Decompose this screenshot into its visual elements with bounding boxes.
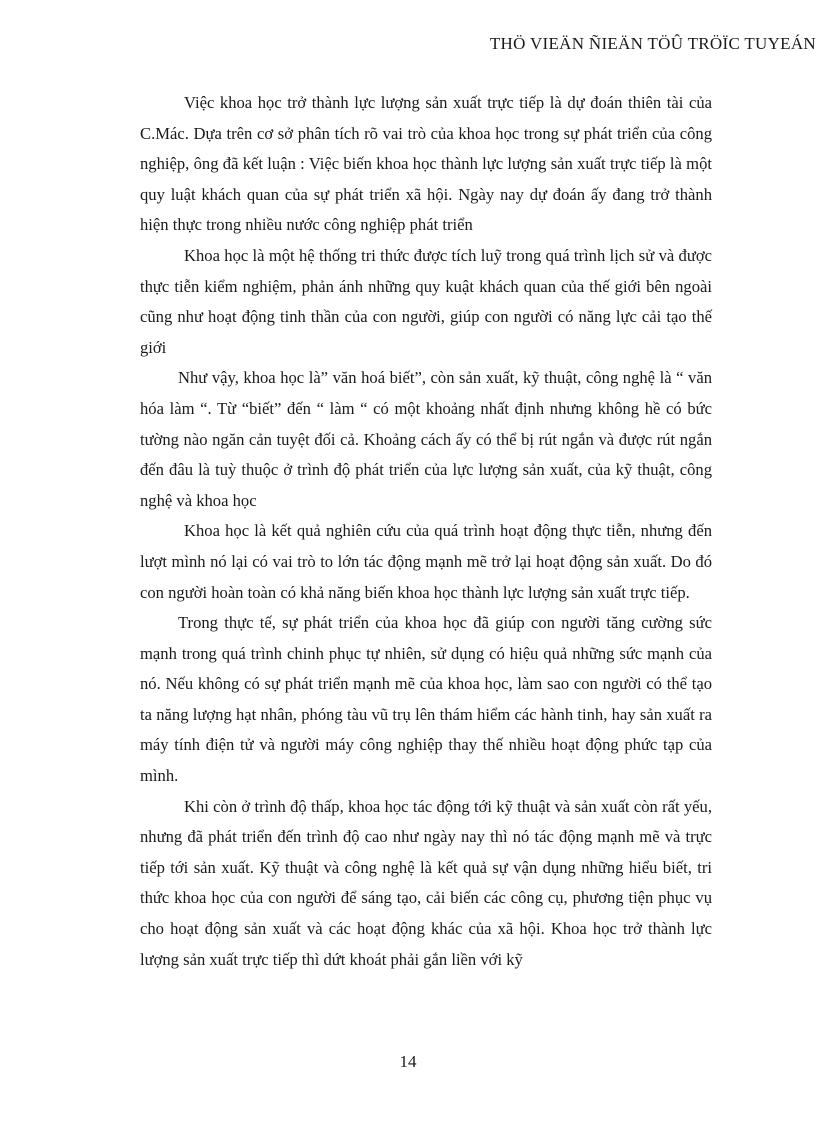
paragraph: Khoa học là kết quả nghiên cứu của quá trình hoạt động thực tiễn, nhưng đến lượt mình nó lại có vai trò to lớn tác động mạnh mẽ trở lại hoạt động sản xuất. Do đó con người hoàn toàn có khả năng biến khoa học thành lực lượng sản xuất trực tiếp.	[140, 521, 712, 602]
paragraph: Việc khoa học trở thành lực lượng sản xuất trực tiếp là dự đoán thiên tài của C.Mác. Dựa trên cơ sở phân tích rõ vai trò của khoa học trong sự phát triển của công nghiệp, ông đã kết luận : Việc biến khoa học thành lực lượng sản xuất trực tiếp là một quy luật khách quan của sự phát triển xã hội. Ngày nay dự đoán ấy đang trở thành hiện thực trong nhiều nước công nghiệp phát triển	[140, 93, 712, 235]
running-header: THÖ VIEÄN ÑIEÄN TÖÛ TRÖÏC TUYEÁN	[489, 34, 816, 53]
paragraph: Khoa học là một hệ thống tri thức được tích luỹ trong quá trình lịch sử và được thực tiễn kiểm nghiệm, phản ánh những quy kuật khách quan của thế giới bên ngoài cũng như hoạt động tinh thần của con người, giúp con người có năng lực cải tạo thế giới	[140, 245, 712, 357]
paragraph: Như vậy, khoa học là” văn hoá biết”, còn sản xuất, kỹ thuật, công nghệ là “ văn hóa làm “. Từ “biết” đến “ làm “ có một khoảng nhất định nhưng không hề có bức tường nào ngăn cản tuyệt đối cả. Khoảng cách ấy có thể bị rút ngắn và được rút ngắn đến đâu là tuỳ thuộc ở trình độ phát triển của lực lượng sản xuất, của kỹ thuật, công nghệ và khoa học	[140, 368, 712, 510]
page-number: 14	[399, 1052, 417, 1071]
paragraph: Khi còn ở trình độ thấp, khoa học tác động tới kỹ thuật và sản xuất còn rất yếu, nhưng đã phát triển đến trình độ cao như ngày nay thì nó tác động mạnh mẽ và trực tiếp tới sản xuất. Kỹ thuật và công nghệ là kết quả sự vận dụng những hiểu biết, tri thức khoa học của con người để sáng tạo, cải biến các công cụ, phương tiện phục vụ cho hoạt động sản xuất và các hoạt động khác của xã hội. Khoa học trở thành lực lượng sản xuất trực tiếp thì dứt khoát phải gắn liền với kỹ	[140, 796, 712, 969]
document-body	[140, 88, 712, 975]
paragraph: Trong thực tế, sự phát triển của khoa học đã giúp con người tăng cường sức mạnh trong quá trình chinh phục tự nhiên, sử dụng có hiệu quả những sức mạnh của nó. Nếu không có sự phát triển mạnh mẽ của khoa học, làm sao con người có thể tạo ta năng lượng hạt nhân, phóng tàu vũ trụ lên thám hiểm các hành tinh, hay sản xuất ra máy tính điện tử và người máy công nghiệp thay thế nhiều hoạt động phức tạp của mình.	[140, 613, 712, 786]
